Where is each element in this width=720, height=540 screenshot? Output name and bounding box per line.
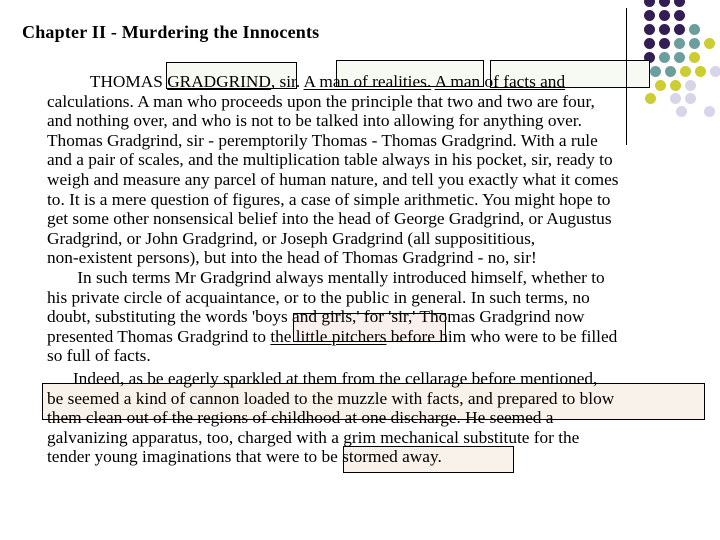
text-segment: tender young imaginations that were to be stormed away. bbox=[47, 447, 442, 467]
decor-dot bbox=[644, 0, 655, 7]
text-line bbox=[47, 447, 720, 467]
decor-dot bbox=[689, 24, 700, 35]
decor-dot bbox=[644, 38, 655, 49]
text-line bbox=[47, 170, 720, 190]
text-line bbox=[47, 248, 720, 268]
underlined-phrase: A man of facts and bbox=[434, 72, 566, 91]
text-line bbox=[47, 111, 720, 131]
text-line bbox=[47, 369, 720, 389]
text-segment: galvanizing apparatus, too, charged with a grim mechanical substitute for the bbox=[47, 427, 580, 447]
text-line bbox=[47, 428, 720, 448]
text-segment: so full of facts. bbox=[47, 346, 151, 366]
decor-dot bbox=[674, 10, 685, 21]
text-line bbox=[47, 150, 720, 170]
body-text bbox=[47, 72, 720, 467]
decor-dot bbox=[674, 52, 685, 63]
decor-dot bbox=[659, 38, 670, 49]
text-segment: Indeed, as be eagerly sparkled at them from the cellarage before mentioned, bbox=[47, 368, 598, 388]
decor-dot bbox=[659, 24, 670, 35]
paragraph bbox=[47, 268, 720, 366]
decor-dot bbox=[689, 38, 700, 49]
decor-dot bbox=[644, 24, 655, 35]
text-line bbox=[47, 209, 720, 229]
text-line bbox=[47, 72, 720, 92]
text-segment: THOMAS bbox=[47, 72, 168, 91]
text-segment: before him who were to be filled bbox=[386, 326, 618, 346]
text-segment: In such terms Mr Gradgrind always mentally introduced himself, whether to bbox=[47, 267, 605, 287]
text-segment: presented Thomas Gradgrind to bbox=[47, 326, 271, 346]
text-segment: and a pair of scales, and the multiplication table always in his pocket, sir, ready to bbox=[47, 150, 613, 170]
text-line bbox=[47, 389, 720, 409]
decor-dot bbox=[674, 0, 685, 7]
text-segment: to. It is a mere question of figures, a case of simple arithmetic. You might hope to bbox=[47, 189, 611, 209]
text-segment: Thomas Gradgrind, sir - peremptorily Thomas - Thomas Gradgrind. With a rule bbox=[47, 130, 598, 150]
decor-dot bbox=[659, 0, 670, 7]
underlined-phrase: A man of realities. bbox=[303, 72, 432, 91]
text-line bbox=[47, 408, 720, 428]
text-segment: them clean out of the regions of childhood at one discharge. He seemed a bbox=[47, 408, 554, 428]
slide-title: Chapter II - Murdering the Innocents bbox=[22, 22, 320, 42]
decor-dot bbox=[674, 24, 685, 35]
text-line bbox=[47, 229, 720, 249]
text-line bbox=[47, 307, 720, 327]
underlined-phrase: GRADGRIND bbox=[167, 72, 271, 91]
decor-dot bbox=[659, 10, 670, 21]
text-segment: be seemed a kind of cannon loaded to the muzzle with facts, and prepared to blow bbox=[47, 388, 615, 408]
decor-dot bbox=[674, 38, 685, 49]
decor-dot bbox=[644, 10, 655, 21]
text-segment: get some other nonsensical belief into the head of George Gradgrind, or Augustus bbox=[47, 209, 612, 229]
text-segment: , sir. bbox=[270, 72, 304, 91]
text-line bbox=[47, 268, 720, 288]
text-line bbox=[47, 327, 720, 347]
text-line bbox=[47, 131, 720, 151]
text-segment: weigh and measure any parcel of human nature, and tell you exactly what it comes bbox=[47, 169, 619, 189]
text-segment: and nothing over, and who is not to be talked into allowing for anything over. bbox=[47, 111, 582, 131]
underlined-phrase: the little pitchers bbox=[270, 326, 387, 346]
decor-dot bbox=[689, 52, 700, 63]
text-line bbox=[47, 92, 720, 112]
text-line bbox=[47, 346, 720, 366]
text-line bbox=[47, 288, 720, 308]
text-segment: non-existent persons), but into the head of Thomas Gradgrind - no, sir! bbox=[47, 248, 537, 268]
decor-dot bbox=[659, 52, 670, 63]
text-line bbox=[47, 190, 720, 210]
paragraph bbox=[47, 72, 720, 268]
paragraph bbox=[47, 369, 720, 467]
text-segment: doubt, substituting the words 'boys and girls,' for 'sir,' Thomas Gradgrind now bbox=[47, 307, 585, 327]
text-segment: Gradgrind, or John Gradgrind, or Joseph Gradgrind (all supposititious, bbox=[47, 228, 536, 248]
text-segment: calculations. A man who proceeds upon the principle that two and two are four, bbox=[47, 91, 595, 111]
decor-dot bbox=[704, 38, 715, 49]
text-segment: his private circle of acquaintance, or to the public in general. In such terms, no bbox=[47, 287, 590, 307]
